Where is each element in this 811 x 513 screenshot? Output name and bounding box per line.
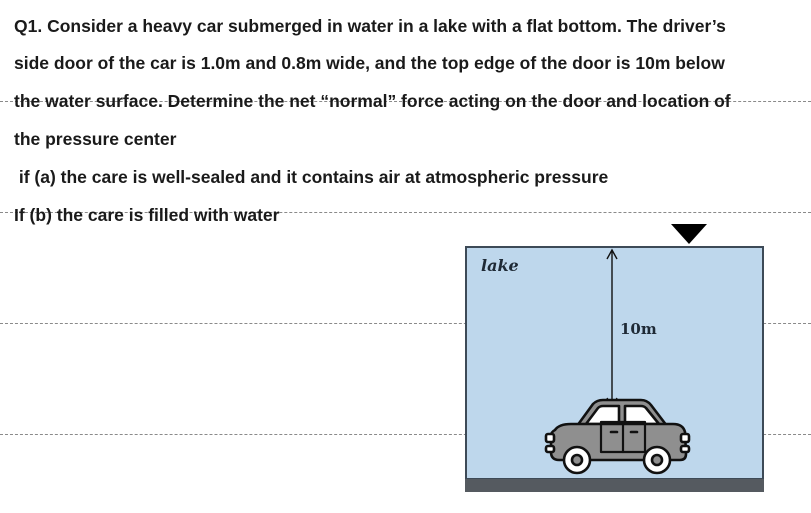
lake-figure xyxy=(465,246,764,492)
lake-diagram xyxy=(465,246,764,492)
depth-label: 10m xyxy=(620,320,657,338)
question-part-a: if (a) the care is well-sealed and it contains air at atmospheric pressure xyxy=(14,167,609,187)
question-line-4: the pressure center xyxy=(14,129,177,149)
question-line-1: Q1. Consider a heavy car submerged in water in a lake with a flat bottom. The driver’s xyxy=(14,16,726,36)
question-line-3: the water surface. Determine the net “normal” force acting on the door and location of xyxy=(14,91,731,111)
lake-label: lake xyxy=(481,256,519,275)
question-line-2: side door of the car is 1.0m and 0.8m wide, and the top edge of the door is 10m below xyxy=(14,53,725,73)
lake-bottom xyxy=(465,479,764,492)
water-surface-marker xyxy=(671,224,707,244)
question-part-b: If (b) the care is filled with water xyxy=(14,205,280,225)
